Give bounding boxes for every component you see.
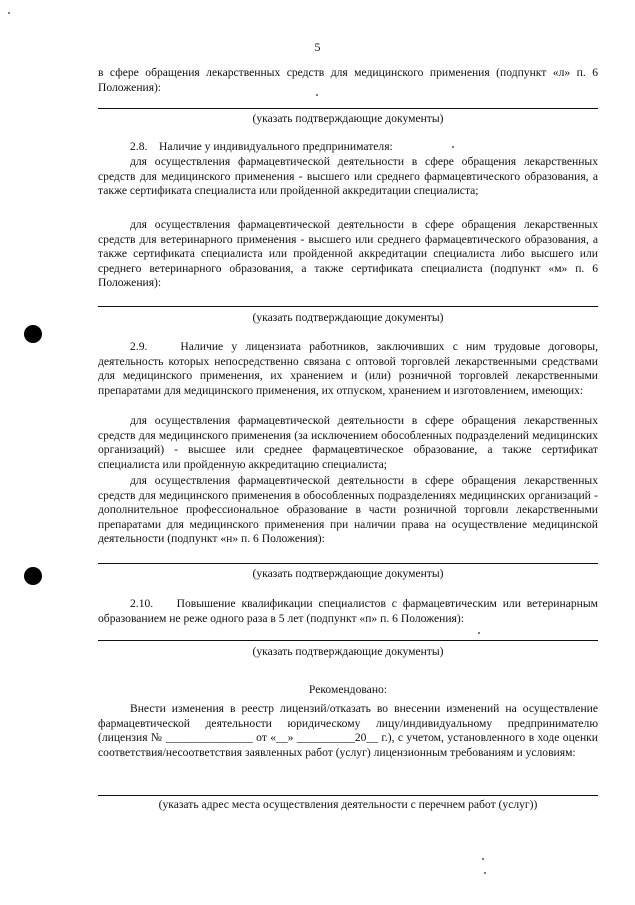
previous-item-tail: в сфере обращения лекарственных средств для медицинского применения (подпункт «л» п. 6 Положения): bbox=[98, 66, 598, 94]
fill-line bbox=[98, 640, 598, 641]
scan-speck bbox=[484, 872, 486, 874]
scan-speck bbox=[482, 858, 484, 860]
caption-address-and-works: (указать адрес места осуществления деятельности с перечнем работ (услуг)) bbox=[158, 798, 538, 811]
fill-line bbox=[98, 563, 598, 564]
caption-confirming-documents: (указать подтверждающие документы) bbox=[252, 645, 444, 658]
scan-speck bbox=[452, 146, 454, 148]
recommended-text: Внести изменения в реестр лицензий/отказать во внесении изменений на осуществление фармацевтической деятельности юридическому лицу/индивидуальному предпринимателю (лицензия № _______________ от «__» __________20__ г.), с учетом, установленного в ходе оценки соответствия/несоответствия заявленных работ (услуг) лицензионным требованиям и условиям: bbox=[98, 702, 598, 759]
scan-speck bbox=[478, 632, 480, 634]
item-2-9-paragraph-1: для осуществления фармацевтической деятельности в сфере обращения лекарственных средств для медицинского применения (за исключением обособленных подразделений медицинских организаций) - высшее или среднее фармацевтическое образование, а также сертификат специалиста или пройденную аккредитацию специалиста; bbox=[98, 414, 598, 471]
page-number: 5 bbox=[314, 40, 321, 54]
item-2-8-paragraph-1: для осуществления фармацевтической деятельности в сфере обращения лекарственных средств для медицинского применения - высшего или среднего фармацевтического образования, а также сертификата специалиста или пройденной аккредитации специалиста; bbox=[98, 155, 598, 198]
item-2-8-paragraph-2: для осуществления фармацевтической деятельности в сфере обращения лекарственных средств для ветеринарного применения - высшего или среднего фармацевтического образования, а также сертификата специалиста или пройденной аккредитации специалиста либо высшего или среднего ветеринарного образования, а также сертификата специалиста (подпункт «м» п. 6 Положения): bbox=[98, 218, 598, 290]
recommended-title: Рекомендовано: bbox=[308, 683, 388, 696]
scan-speck bbox=[316, 94, 318, 96]
fill-line bbox=[98, 306, 598, 307]
punch-hole-mark bbox=[24, 567, 42, 585]
item-2-9-paragraph-2: для осуществления фармацевтической деятельности в сфере обращения лекарственных средств для медицинского применения в обособленных подразделениях медицинских организаций - дополнительное профессиональное образование в части розничной торговли лекарственными препаратами для медицинского применения при наличии права на осуществление медицинской деятельности (подпункт «н» п. 6 Положения): bbox=[98, 474, 598, 546]
item-2-8-heading: 2.8. Наличие у индивидуального предпринимателя: bbox=[130, 140, 393, 153]
caption-confirming-documents: (указать подтверждающие документы) bbox=[252, 311, 444, 324]
fill-line bbox=[98, 795, 598, 796]
scan-speck bbox=[8, 12, 10, 14]
fill-line bbox=[98, 108, 598, 109]
item-2-10-heading: 2.10. Повышение квалификации специалистов с фармацевтическим или ветеринарным образованием не реже одного раза в 5 лет (подпункт «п» п. 6 Положения): bbox=[98, 597, 598, 625]
item-2-9-heading: 2.9. Наличие у лицензиата работников, заключивших с ним трудовые договоры, деятельность которых непосредственно связана с оптовой торговлей лекарственными средствами для медицинского применения, их хранением и (или) розничной торговлей лекарственными препаратами для медицинского применения, их отпуском, хранением и изготовлением, имеющих: bbox=[98, 340, 598, 397]
caption-confirming-documents: (указать подтверждающие документы) bbox=[252, 567, 444, 580]
caption-confirming-documents: (указать подтверждающие документы) bbox=[252, 112, 444, 125]
punch-hole-mark bbox=[24, 325, 42, 343]
